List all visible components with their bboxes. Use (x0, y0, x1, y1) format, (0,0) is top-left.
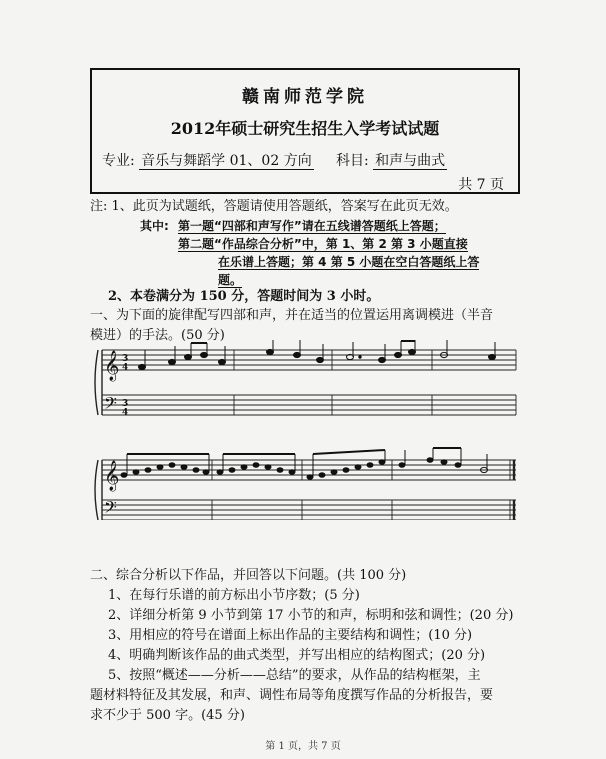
music-system-2 (92, 440, 522, 520)
bass-time-signature-bottom: 4 (122, 408, 129, 418)
subject-value: 和声与曲式 (375, 153, 446, 169)
q2-title: 二、综合分析以下作品，并回答以下问题。(共 100 分) (90, 568, 407, 583)
q2-item-3: 3、用相应的符号在谱面上标出作品的主要结构和调性；(10 分) (108, 628, 473, 643)
page-footer: 第 1 页，共 7 页 (265, 741, 341, 752)
q2-item-4: 4、明确判断该作品的曲式类型，并写出相应的结构图式；(20 分) (108, 648, 486, 663)
q2-item-5-line2: 题材料特征及其发展，和声、调性布局等角度撰写作品的分析报告，要 (90, 688, 494, 703)
svg-text:𝄢: 𝄢 (104, 497, 117, 520)
note-2: 2、本卷满分为 150 分，答题时间为 3 小时。 (108, 289, 380, 304)
note-1: 注: 1、此页为试题纸，答题请使用答题纸，答案写在此页无效。 (90, 199, 458, 214)
note-1-sub2b: 在乐谱上答题；第 4 第 5 小题在空白答题纸上答 (218, 255, 480, 269)
note-1-sub2c: 题。 (218, 273, 243, 287)
page-count: 共 7 页 (458, 177, 504, 193)
bass-time-signature-top: 3 (122, 399, 129, 409)
major-value: 音乐与舞蹈学 01、02 方向 (141, 153, 312, 169)
note-1-sub2a: 第二题“作品综合分析”中，第 1、第 2 第 3 小题直接 (178, 237, 468, 251)
major-label: 专业: (102, 153, 135, 169)
music-system-1 (92, 340, 522, 420)
svg-text:𝄞: 𝄞 (104, 461, 120, 491)
major-subject-row (102, 150, 447, 170)
q2-item-2: 2、详细分析第 9 小节到第 17 小节的和声，标明和弦和调性；(20 分) (108, 608, 514, 623)
time-signature-bottom: 4 (122, 363, 129, 373)
time-signature-top: 3 (122, 354, 129, 364)
exam-header-box (90, 68, 520, 194)
q1-line2: 模进）的手法。(50 分) (90, 328, 225, 343)
note-1-sub1: 第一题“四部和声写作”请在五线谱答题纸上答题； (178, 219, 446, 233)
svg-text:𝄢: 𝄢 (104, 393, 117, 417)
school-name: 赣南师范学院 (242, 87, 368, 107)
q1-line1: 一、为下面的旋律配写四部和声，并在适当的位置运用离调模进（半音 (90, 308, 494, 323)
subject-label: 科目: (335, 153, 369, 169)
q2-item-5-line1: 5、按照“概述——分析——总结”的要求，从作品的结构框架，主 (108, 668, 481, 683)
svg-text:𝄞: 𝄞 (104, 351, 120, 381)
note-1-sub-label: 其中: (140, 219, 169, 233)
q2-item-1: 1、在每行乐谱的前方标出小节序数；(5 分) (108, 588, 360, 603)
q2-item-5-line3: 求不少于 500 字。(45 分) (90, 708, 245, 723)
exam-title: 2012年硕士研究生招生入学考试试题 (170, 119, 440, 138)
